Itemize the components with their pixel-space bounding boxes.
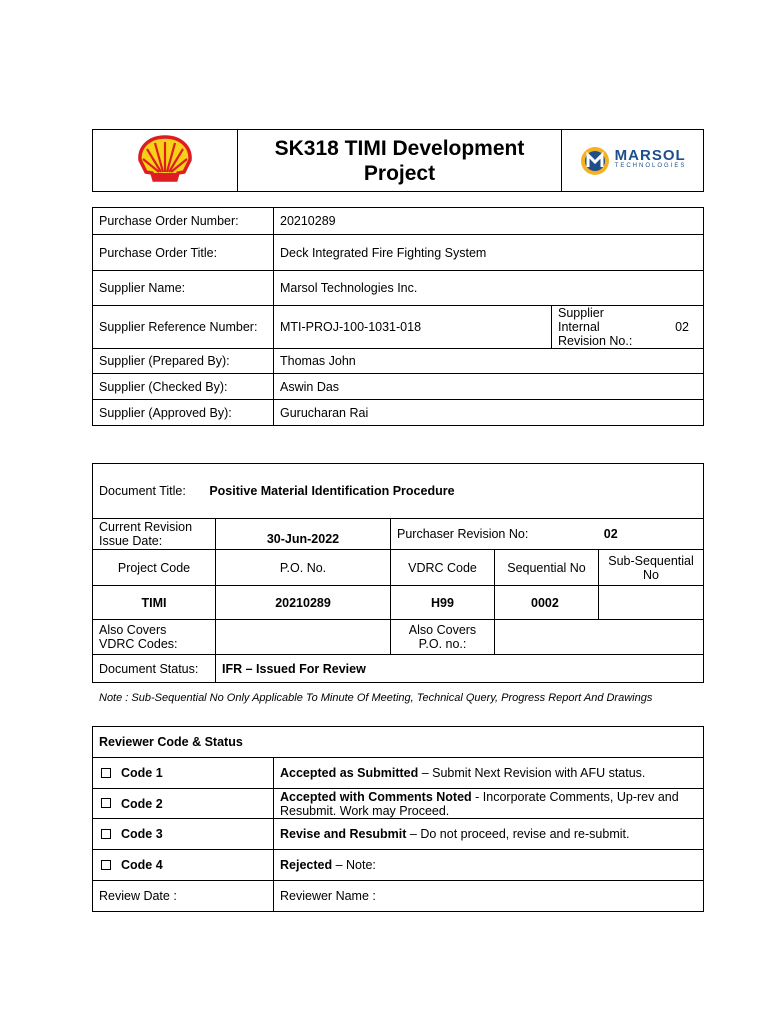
internal-revision-value: 02 — [648, 306, 704, 349]
reviewer-table — [92, 726, 704, 912]
po-no-header: P.O. No. — [216, 550, 391, 586]
revision-date-label — [93, 519, 216, 550]
header-title-line1: SK318 TIMI Development — [274, 136, 525, 160]
review-date-label: Review Date : — [93, 881, 274, 912]
table-row — [93, 655, 704, 683]
code-1-status-rest: – Submit Next Revision with AFU status. — [418, 766, 646, 780]
po-no-value: 20210289 — [216, 586, 391, 620]
table-row — [93, 400, 704, 426]
shell-logo — [136, 134, 194, 184]
table-row — [93, 819, 704, 850]
code-2-label: Code 2 — [121, 796, 163, 811]
code-2-cell[interactable] — [93, 789, 274, 819]
marsol-logo-subtext: TECHNOLOGIES — [614, 162, 687, 169]
table-row — [93, 306, 704, 349]
code-1-cell[interactable] — [93, 758, 274, 789]
code-1-status-bold: Accepted as Submitted — [280, 766, 419, 780]
table-row — [93, 374, 704, 400]
vdrc-code-value: H99 — [391, 586, 495, 620]
code-3-status-rest: – Do not proceed, revise and re-submit. — [406, 827, 630, 841]
supplier-info-table — [92, 207, 704, 426]
document-header-title — [238, 130, 562, 192]
code-4-cell[interactable] — [93, 850, 274, 881]
prepared-by-value: Thomas John — [274, 349, 704, 374]
po-number-value: 20210289 — [274, 208, 704, 235]
purchaser-revision-label: Purchaser Revision No: — [397, 527, 529, 541]
code-4-checkbox[interactable] — [101, 860, 111, 870]
shell-logo-cell — [93, 130, 238, 192]
header-table — [92, 129, 704, 192]
code-4-status — [274, 850, 704, 881]
table-row — [93, 586, 704, 620]
code-2-status-line2: Resubmit. Work may Proceed. — [280, 803, 450, 818]
also-covers-vdrc-line2: VDRC Codes: — [99, 637, 178, 651]
revision-date-label-line2: Issue Date: — [99, 534, 163, 548]
sub-sequential-header-line1: Sub-Sequential — [608, 553, 694, 568]
table-row — [93, 235, 704, 271]
code-3-label: Code 3 — [121, 827, 163, 841]
document-title-cell — [93, 464, 704, 519]
code-1-status — [274, 758, 704, 789]
table-row — [93, 519, 704, 550]
purchaser-revision-value: 02 — [603, 527, 618, 541]
also-covers-vdrc-value — [216, 620, 391, 655]
document-title-value: Positive Material Identification Procedure — [209, 484, 455, 498]
also-covers-po-line2: P.O. no.: — [418, 637, 467, 651]
table-row — [93, 758, 704, 789]
sequential-no-header: Sequential No — [495, 550, 599, 586]
marsol-logo-text: MARSOL — [614, 146, 686, 164]
table-row — [93, 789, 704, 819]
document-status-label: Document Status: — [93, 655, 216, 683]
internal-revision-label-line1: Supplier Internal — [558, 306, 604, 334]
sub-sequential-note: Note : Sub-Sequential No Only Applicable To Minute Of Meeting, Technical Query, Progress Report And Drawings — [99, 692, 653, 704]
also-covers-po-value — [495, 620, 704, 655]
document-status-value: IFR – Issued For Review — [216, 655, 704, 683]
vdrc-code-header: VDRC Code — [391, 550, 495, 586]
code-4-label: Code 4 — [121, 858, 163, 872]
code-2-status — [274, 789, 704, 819]
sequential-no-value: 0002 — [495, 586, 599, 620]
sub-sequential-value — [599, 586, 704, 620]
also-covers-vdrc-line1: Also Covers — [99, 623, 167, 637]
table-row — [93, 727, 704, 758]
revision-date-label-line1: Current Revision — [99, 520, 193, 534]
code-3-checkbox[interactable] — [101, 829, 111, 839]
table-row — [93, 881, 704, 912]
document-info-table — [92, 463, 704, 683]
sub-sequential-header-line2: No — [643, 567, 659, 582]
table-row — [93, 620, 704, 655]
marsol-logo-cell — [562, 130, 704, 192]
supplier-ref-label: Supplier Reference Number: — [93, 306, 274, 349]
supplier-ref-value: MTI-PROJ-100-1031-018 — [274, 306, 552, 349]
header-title-line2: Project — [363, 161, 436, 185]
also-covers-po-label — [391, 620, 495, 655]
supplier-name-value: Marsol Technologies Inc. — [274, 271, 704, 306]
table-row — [93, 464, 704, 519]
project-code-header: Project Code — [93, 550, 216, 586]
checked-by-label: Supplier (Checked By): — [93, 374, 274, 400]
code-3-cell[interactable] — [93, 819, 274, 850]
marsol-emblem-icon — [579, 145, 611, 177]
document-title-label: Document Title: — [99, 484, 186, 498]
revision-date-value: 30-Jun-2022 — [216, 519, 391, 550]
table-row — [93, 208, 704, 235]
code-3-status-bold: Revise and Resubmit — [280, 827, 407, 841]
code-1-checkbox[interactable] — [101, 768, 111, 778]
reviewer-heading: Reviewer Code & Status — [93, 727, 704, 758]
approved-by-label: Supplier (Approved By): — [93, 400, 274, 426]
approved-by-value: Gurucharan Rai — [274, 400, 704, 426]
sub-sequential-header — [599, 550, 704, 586]
project-code-value: TIMI — [93, 586, 216, 620]
table-row — [93, 550, 704, 586]
purchaser-revision-cell — [391, 519, 704, 550]
code-4-status-bold: Rejected — [280, 858, 333, 872]
also-covers-po-line1: Also Covers — [408, 623, 477, 637]
code-4-status-rest: – Note: — [332, 858, 376, 872]
checked-by-value: Aswin Das — [274, 374, 704, 400]
marsol-logo — [562, 145, 703, 177]
table-row — [93, 271, 704, 306]
code-3-status — [274, 819, 704, 850]
table-row — [93, 850, 704, 881]
table-row — [93, 349, 704, 374]
code-2-status-rest: - Incorporate Comments, Up-rev and — [471, 789, 679, 804]
po-title-value: Deck Integrated Fire Fighting System — [274, 235, 704, 271]
internal-revision-label — [552, 306, 648, 349]
supplier-name-label: Supplier Name: — [93, 271, 274, 306]
code-1-label: Code 1 — [121, 766, 163, 780]
also-covers-vdrc-label — [93, 620, 216, 655]
code-2-checkbox[interactable] — [101, 798, 111, 808]
prepared-by-label: Supplier (Prepared By): — [93, 349, 274, 374]
reviewer-name-label: Reviewer Name : — [274, 881, 704, 912]
po-title-label: Purchase Order Title: — [93, 235, 274, 271]
po-number-label: Purchase Order Number: — [93, 208, 274, 235]
internal-revision-label-line2: Revision No.: — [558, 334, 633, 348]
code-2-status-bold: Accepted with Comments Noted — [280, 789, 472, 804]
